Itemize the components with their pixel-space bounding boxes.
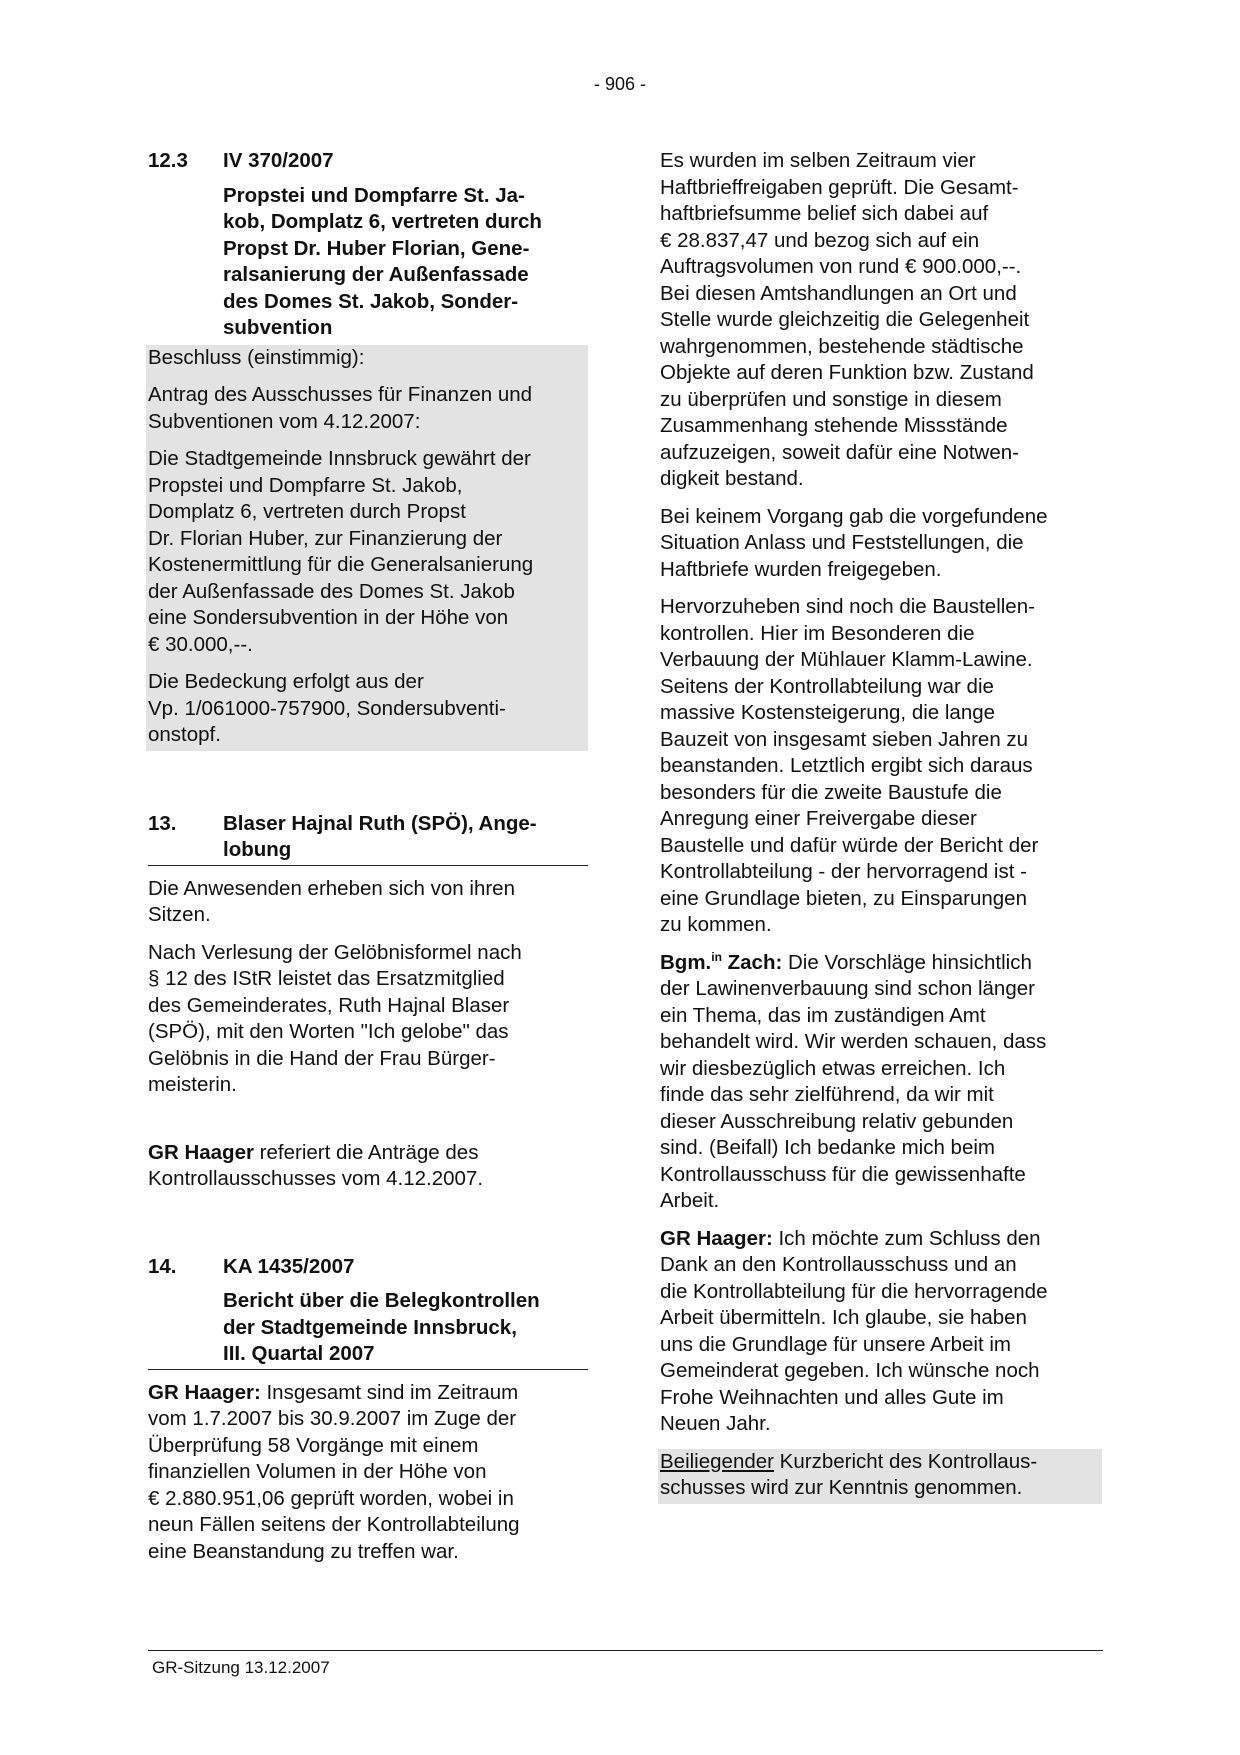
section-number: 14. bbox=[148, 1254, 177, 1278]
text-line: Es wurden im selben Zeitraum vier bbox=[660, 149, 976, 172]
text-line: Hervorzuheben sind noch die Baustellen- bbox=[660, 595, 1035, 618]
speaker-name: GR Haager bbox=[148, 1140, 254, 1164]
text-line bbox=[148, 1140, 588, 1167]
text-line: Haftbriefe wurden freigegeben. bbox=[660, 557, 942, 581]
text-line: sind. (Beifall) Ich bedanke mich beim bbox=[660, 1136, 995, 1159]
text-line: Die Bedeckung erfolgt aus der bbox=[148, 670, 424, 693]
title-line: Propstei und Dompfarre St. Ja- bbox=[223, 183, 525, 207]
text-line: Zusammenhang stehende Missstände bbox=[660, 414, 1008, 437]
title-line: kob, Domplatz 6, vertreten durch bbox=[223, 210, 542, 233]
text-line: Situation Anlass und Feststellungen, die bbox=[660, 531, 1024, 554]
speaker-name bbox=[660, 951, 782, 974]
text-line: neun Fällen seitens der Kontrollabteilung bbox=[148, 1513, 520, 1536]
resolution-label: Beschluss (einstimmig): bbox=[148, 345, 365, 369]
speaker-surname: Zach: bbox=[721, 950, 783, 974]
text-line: massive Kostensteigerung, die lange bbox=[660, 701, 996, 724]
title-line: subvention bbox=[223, 316, 333, 339]
text-line: Stelle wurde gleichzeitig die Gelegenheit bbox=[660, 308, 1030, 331]
title-line: Propst Dr. Huber Florian, Gene- bbox=[223, 236, 530, 260]
title-line: Blaser Hajnal Ruth (SPÖ), Ange- bbox=[223, 811, 537, 835]
left-column bbox=[148, 148, 588, 1565]
paragraph-vorgang bbox=[660, 504, 1102, 584]
text-line: Seitens der Kontrollabteilung war die bbox=[660, 674, 994, 698]
section-12-3-heading bbox=[148, 148, 588, 175]
section-13-heading-line bbox=[148, 811, 588, 838]
text-line: der Lawinenverbauung sind schon länger bbox=[660, 977, 1035, 1000]
text-line: wir diesbezüglich etwas erreichen. Ich bbox=[660, 1056, 1006, 1080]
paragraph-haftbriefe bbox=[660, 148, 1102, 493]
text-line: Kontrollausschusses vom 4.12.2007. bbox=[148, 1167, 484, 1190]
text-line: Arbeit. bbox=[660, 1189, 720, 1212]
text-line: Objekte auf deren Funktion bzw. Zustand bbox=[660, 361, 1034, 384]
text-line: der Außenfassade des Domes St. Jakob bbox=[148, 579, 515, 603]
text-line: Arbeit übermitteln. Ich glaube, sie haben bbox=[660, 1306, 1027, 1329]
text-fragment: Insgesamt sind im Zeitraum bbox=[260, 1380, 519, 1404]
title-line: der Stadtgemeinde Innsbruck, bbox=[223, 1315, 517, 1339]
text-line: aufzuzeigen, soweit dafür eine Notwen- bbox=[660, 440, 1019, 464]
text-line: Bauzeit von insgesamt sieben Jahren zu bbox=[660, 727, 1029, 751]
text-line: uns die Grundlage für unsere Arbeit im bbox=[660, 1332, 1011, 1356]
section-13 bbox=[148, 811, 588, 1099]
speaker-title-suffix: in bbox=[711, 949, 722, 964]
text-line: Anregung einer Freivergabe dieser bbox=[660, 807, 977, 830]
text-line: Überprüfung 58 Vorgänge mit einem bbox=[148, 1433, 479, 1457]
text-line: vom 1.7.2007 bis 30.9.2007 im Zuge der bbox=[148, 1407, 517, 1430]
section-13-heading bbox=[148, 811, 588, 866]
page-number: - 906 - bbox=[593, 74, 647, 94]
section-12-3 bbox=[148, 148, 588, 751]
text-line: Propstei und Dompfarre St. Jakob, bbox=[148, 473, 463, 497]
section-12-3-title bbox=[148, 183, 588, 342]
text-fragment: Die Vorschläge hinsichtlich bbox=[782, 950, 1032, 974]
text-line: Nach Verlesung der Gelöbnisformel nach bbox=[148, 940, 522, 964]
grant-text bbox=[148, 446, 586, 669]
text-line: Neuen Jahr. bbox=[660, 1412, 771, 1435]
underlined-word: Beiliegender bbox=[660, 1449, 774, 1473]
text-line: haftbriefsumme belief sich dabei auf bbox=[660, 202, 989, 225]
text-line: € 30.000,--. bbox=[148, 632, 253, 656]
text-line: Sitzen. bbox=[148, 903, 211, 926]
text-line: Subventionen vom 4.12.2007: bbox=[148, 409, 421, 433]
text-fragment: referiert die Anträge des bbox=[253, 1140, 479, 1164]
text-line bbox=[660, 1226, 1102, 1253]
title-line: III. Quartal 2007 bbox=[223, 1342, 375, 1365]
section-14 bbox=[148, 1254, 588, 1566]
text-line: onstopf. bbox=[148, 723, 221, 746]
case-number: KA 1435/2007 bbox=[223, 1254, 355, 1278]
text-line: Domplatz 6, vertreten durch Propst bbox=[148, 500, 466, 523]
footer-session-date: GR-Sitzung 13.12.2007 bbox=[152, 1658, 330, 1677]
text-line: Kontrollabteilung - der hervorragend ist - bbox=[660, 860, 1027, 883]
text-line: eine Grundlage bieten, zu Einsparungen bbox=[660, 886, 1027, 910]
text-fragment: Kurzbericht des Kontrollaus- bbox=[773, 1449, 1038, 1473]
text-line: kontrollen. Hier im Besonderen die bbox=[660, 621, 975, 645]
text-line bbox=[660, 1449, 1100, 1476]
section-14-heading bbox=[148, 1254, 588, 1281]
text-line bbox=[660, 950, 1102, 977]
text-line: die Kontrollabteilung für die hervorragende bbox=[660, 1279, 1048, 1303]
case-number: IV 370/2007 bbox=[223, 149, 334, 172]
acknowledgement-box bbox=[658, 1449, 1102, 1504]
text-line: Die Anwesenden erheben sich von ihren bbox=[148, 876, 515, 900]
speaker-name: GR Haager: bbox=[148, 1380, 261, 1404]
text-line: dieser Ausschreibung relativ gebunden bbox=[660, 1109, 1014, 1133]
title-line: Bericht über die Belegkontrollen bbox=[223, 1289, 540, 1312]
text-line: schusses wird zur Kenntnis genommen. bbox=[660, 1476, 1023, 1499]
text-line: Antrag des Ausschusses für Finanzen und bbox=[148, 383, 533, 406]
text-line: beanstanden. Letztlich ergibt sich daraus bbox=[660, 754, 1033, 777]
text-fragment: Ich möchte zum Schluss den bbox=[772, 1226, 1041, 1250]
mayor-statement bbox=[660, 950, 1102, 1215]
text-line: digkeit bestand. bbox=[660, 467, 804, 490]
text-line: eine Sondersubvention in der Höhe von bbox=[148, 606, 509, 629]
text-line: Kontrollausschuss für die gewissenhafte bbox=[660, 1162, 1026, 1186]
text-line: wahrgenommen, bestehende städtische bbox=[660, 334, 1024, 358]
section-number: 13. bbox=[148, 811, 177, 835]
text-line: Auftragsvolumen von rund € 900.000,--. bbox=[660, 255, 1022, 278]
text-line: meisterin. bbox=[148, 1073, 237, 1096]
funding-text bbox=[148, 669, 586, 749]
text-line: Frohe Weihnachten und alles Gute im bbox=[660, 1385, 1004, 1409]
haager-closing-statement bbox=[660, 1226, 1102, 1438]
text-line: des Gemeinderates, Ruth Hajnal Blaser bbox=[148, 993, 510, 1017]
motion-text bbox=[148, 382, 586, 446]
text-line: Gemeinderat gegeben. Ich wünsche noch bbox=[660, 1359, 1040, 1382]
standing-text bbox=[148, 876, 588, 929]
text-line: Kostenermittlung für die Generalsanierung bbox=[148, 553, 534, 576]
paragraph-baustellen bbox=[660, 594, 1102, 939]
section-14-title bbox=[148, 1288, 588, 1370]
text-line: zu überprüfen und sonstige in diesem bbox=[660, 387, 1002, 411]
text-line: Vp. 1/061000-757900, Sondersubventi- bbox=[148, 696, 506, 720]
oath-text bbox=[148, 940, 588, 1099]
text-line: Die Stadtgemeinde Innsbruck gewährt der bbox=[148, 447, 531, 470]
text-line bbox=[148, 1380, 588, 1407]
speaker-title: Bgm. bbox=[660, 950, 712, 974]
text-line: besonders für die zweite Baustufe die bbox=[660, 780, 1002, 804]
title-line: des Domes St. Jakob, Sonder- bbox=[223, 289, 519, 313]
speaker-name: GR Haager: bbox=[660, 1226, 773, 1250]
text-line: finde das sehr zielführend, da wir mit bbox=[660, 1083, 994, 1106]
text-line: eine Beanstandung zu treffen war. bbox=[148, 1539, 459, 1563]
text-line: € 28.837,47 und bezog sich auf ein bbox=[660, 228, 980, 252]
text-line: Bei diesen Amtshandlungen an Ort und bbox=[660, 281, 1017, 305]
resolution-box bbox=[146, 345, 588, 751]
text-line: Baustelle und dafür würde der Bericht der bbox=[660, 833, 1039, 857]
footer-divider bbox=[148, 1650, 1103, 1651]
section-number: 12.3 bbox=[148, 149, 188, 172]
text-line: zu kommen. bbox=[660, 913, 772, 936]
text-line: § 12 des IStR leistet das Ersatzmitglied bbox=[148, 967, 505, 990]
text-line: Haftbrieffreigaben geprüft. Die Gesamt- bbox=[660, 175, 1019, 199]
report-intro bbox=[148, 1140, 588, 1193]
text-line: Bei keinem Vorgang gab die vorgefundene bbox=[660, 504, 1048, 528]
text-line: Dr. Florian Huber, zur Finanzierung der bbox=[148, 526, 503, 550]
right-column bbox=[660, 148, 1102, 1504]
title-line: ralsanierung der Außenfassade bbox=[223, 263, 529, 286]
title-line: lobung bbox=[223, 838, 292, 861]
text-line: € 2.880.951,06 geprüft worden, wobei in bbox=[148, 1486, 514, 1510]
text-line: ein Thema, das im zuständigen Amt bbox=[660, 1003, 986, 1027]
text-line: Gelöbnis in die Hand der Frau Bürger- bbox=[148, 1046, 496, 1070]
text-line: behandelt wird. Wir werden schauen, dass bbox=[660, 1030, 1047, 1053]
text-line: Verbauung der Mühlauer Klamm-Lawine. bbox=[660, 648, 1033, 671]
haager-statement bbox=[148, 1380, 588, 1566]
text-line: Dank an den Kontrollausschuss und an bbox=[660, 1253, 1017, 1276]
text-line: (SPÖ), mit den Worten "Ich gelobe" das bbox=[148, 1020, 509, 1043]
text-line: finanziellen Volumen in der Höhe von bbox=[148, 1460, 487, 1483]
